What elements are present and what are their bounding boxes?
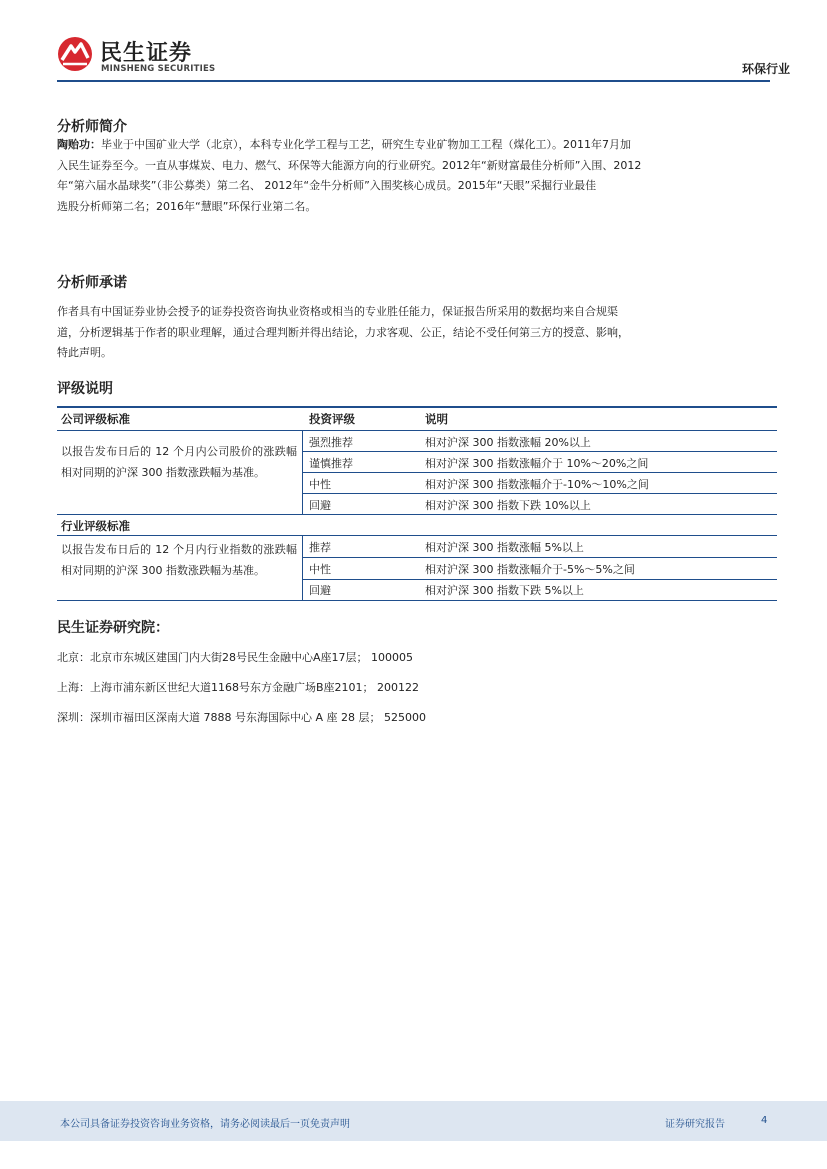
col-header-desc: 说明 bbox=[425, 412, 448, 426]
address-shenzhen: 深圳：深圳市福田区深南大道 7888 号东海国际中心 A 座 28 层； 525000 bbox=[57, 711, 426, 724]
company-rating-2: 谨慎推荐 bbox=[309, 457, 353, 470]
address-shanghai: 上海：上海市浦东新区世纪大道1168号东方金融广场B座2101； 200122 bbox=[57, 681, 420, 694]
analyst-commitment-text bbox=[57, 302, 772, 364]
industry-rating-1: 推荐 bbox=[309, 541, 331, 554]
industry-criteria: 以报告发布日后的 12 个月内行业指数的涨跌幅相对同期的沪深 300 指数涨跌幅为基准。 bbox=[61, 543, 297, 577]
industry-label: 环保行业 bbox=[741, 62, 790, 76]
company-name-cn: 民生证券 bbox=[100, 41, 193, 66]
company-criteria: 以报告发布日后的 12 个月内公司股价的涨跌幅相对同期的沪深 300 指数涨跌幅为基准。 bbox=[61, 445, 297, 479]
company-rating-3: 中性 bbox=[309, 478, 331, 491]
col-header-standard: 公司评级标准 bbox=[61, 412, 130, 426]
header-rule bbox=[57, 80, 770, 82]
commitment-line: 道，分析逻辑基于作者的职业理解，通过合理判断并得出结论，力求客观、公正，结论不受任何第三方的授意、影响， bbox=[57, 325, 629, 339]
industry-desc-3: 相对沪深 300 指数下跌 5%以上 bbox=[425, 584, 584, 597]
company-desc-3: 相对沪深 300 指数涨幅介于-10%～10%之间 bbox=[425, 478, 649, 491]
industry-desc-1: 相对沪深 300 指数涨幅 5%以上 bbox=[425, 541, 584, 554]
company-desc-4: 相对沪深 300 指数下跌 10%以上 bbox=[425, 499, 591, 512]
rating-title: 评级说明 bbox=[57, 381, 113, 397]
company-name-en: MINSHENG SECURITIES bbox=[101, 64, 216, 74]
institute-title: 民生证券研究院： bbox=[57, 620, 169, 636]
company-desc-1: 相对沪深 300 指数涨幅 20%以上 bbox=[425, 436, 591, 449]
footer-report-type: 证券研究报告 bbox=[665, 1119, 725, 1130]
col-header-rating: 投资评级 bbox=[309, 412, 355, 426]
industry-rating-2: 中性 bbox=[309, 563, 331, 576]
company-rating-4: 回避 bbox=[309, 499, 331, 512]
industry-rating-3: 回避 bbox=[309, 584, 331, 597]
rating-table bbox=[57, 406, 777, 602]
minsheng-logo-icon bbox=[57, 36, 93, 72]
analyst-intro-line: 选股分析师第二名；2016年“慧眼”环保行业第二名。 bbox=[57, 199, 317, 213]
analyst-commitment-title: 分析师承诺 bbox=[57, 275, 127, 291]
commitment-line: 作者具有中国证券业协会授予的证券投资咨询执业资格或相当的专业胜任能力，保证报告所采用的数据均来自合规渠 bbox=[57, 305, 618, 318]
company-desc-2: 相对沪深 300 指数涨幅介于 10%～20%之间 bbox=[425, 457, 649, 470]
analyst-intro-line: 入民生证券至今。一直从事煤炭、电力、燃气、环保等大能源方向的行业研究。2012年“新财富最佳分析师”入围、2012 bbox=[57, 158, 642, 172]
analyst-name: 陶贻功： bbox=[57, 138, 101, 151]
analyst-intro-line: 年“第六届水晶球奖”（非公募类）第二名、 2012年“金牛分析师”入围奖核心成员。2015年“天眼”采掘行业最佳 bbox=[57, 179, 597, 192]
analyst-intro-title: 分析师简介 bbox=[57, 119, 127, 135]
address-beijing: 北京：北京市东城区建国门内大街28号民生金融中心A座17层； 100005 bbox=[57, 651, 414, 664]
analyst-intro-text bbox=[57, 135, 772, 217]
commitment-line: 特此声明。 bbox=[57, 346, 112, 359]
analyst-intro-line: 陶贻功：毕业于中国矿业大学（北京），本科专业化学工程与工艺，研究生专业矿物加工工程（煤化工）。2011年7月加 bbox=[57, 138, 631, 151]
company-rating-1: 强烈推荐 bbox=[309, 436, 353, 449]
industry-desc-2: 相对沪深 300 指数涨幅介于-5%～5%之间 bbox=[425, 563, 635, 576]
page-number: 4 bbox=[761, 1115, 768, 1126]
footer-disclaimer: 本公司具备证券投资咨询业务资格，请务必阅读最后一页免责声明 bbox=[60, 1119, 350, 1130]
industry-standard-title: 行业评级标准 bbox=[61, 519, 130, 533]
